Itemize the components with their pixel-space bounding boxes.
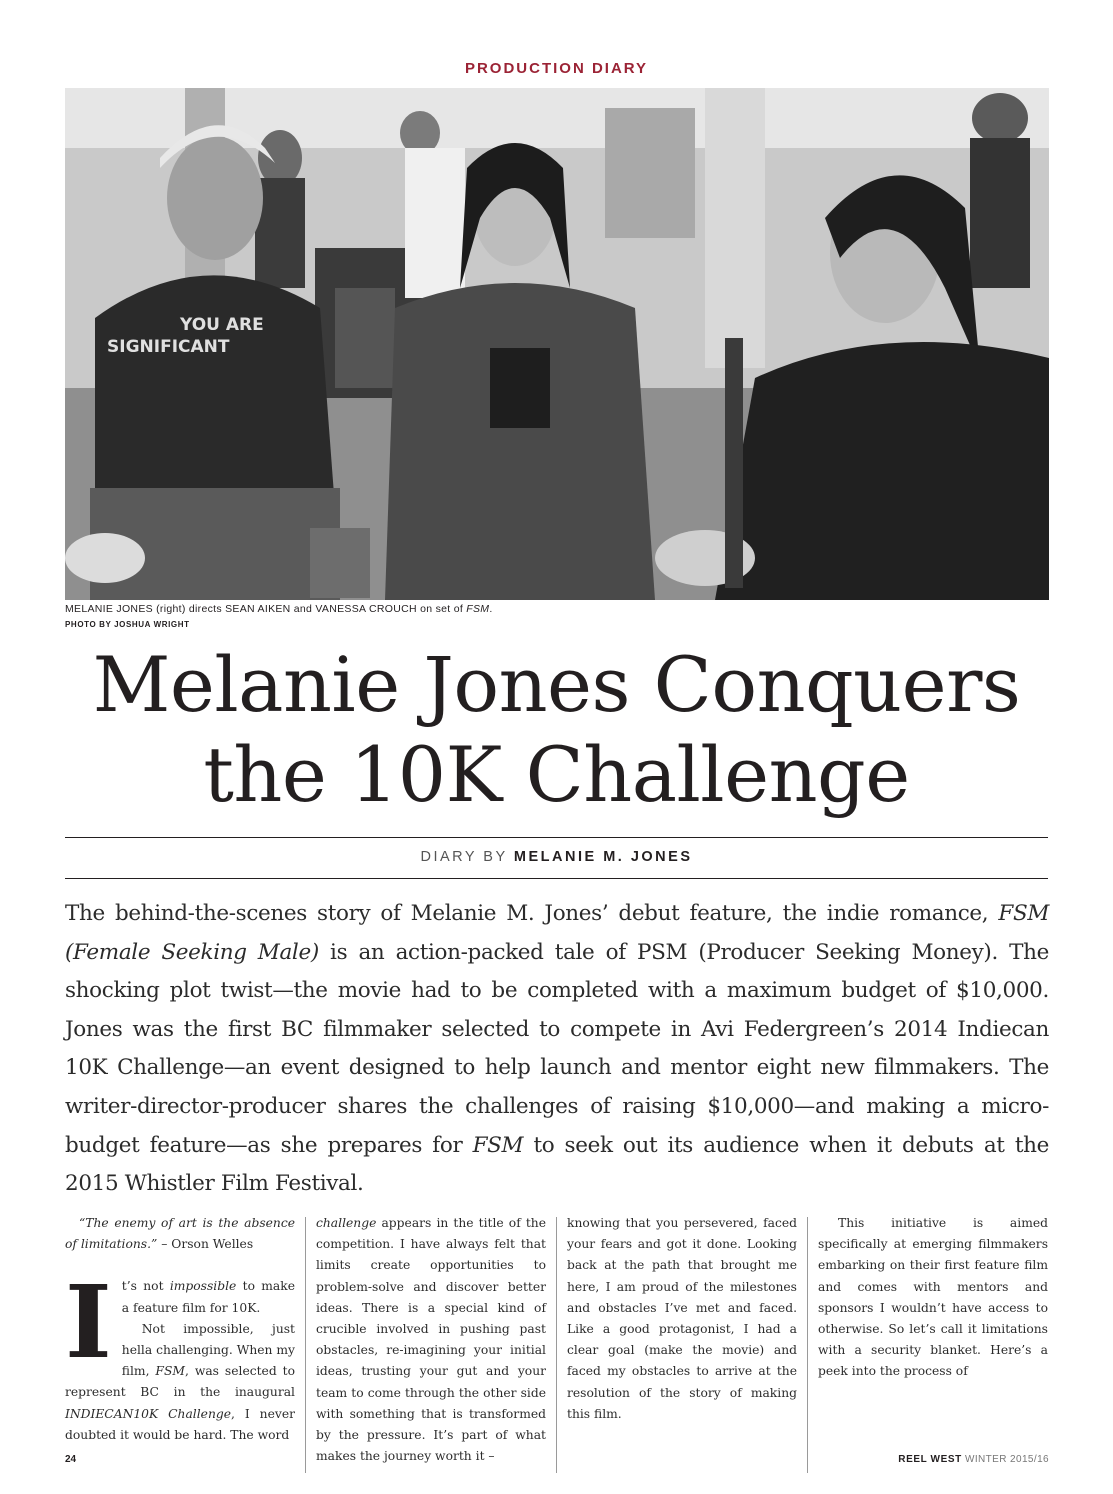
section-label: PRODUCTION DIARY — [464, 60, 649, 77]
shirt-text-line1: YOU ARE — [180, 315, 264, 335]
caption-film-title: FSM — [466, 603, 490, 615]
p2-c: , I never doubted it would be hard. The word — [65, 1406, 295, 1442]
body-paragraph-2-cont — [316, 1213, 546, 1467]
body-paragraph-3: This initiative is aimed specifically at emerging filmmakers embarking on their first feature film and comes with mentors and sponsors I wouldn’t have access to otherwise. So let’s call it limitations with a security blanket. Here’s a peek into the process of — [818, 1216, 1048, 1379]
body-column-3 — [567, 1213, 797, 1425]
headline-line2: the 10K Challenge — [203, 730, 910, 819]
byline-label: DIARY BY — [420, 849, 514, 865]
photo-illustration — [65, 88, 1049, 600]
dek-part1: The behind-the-scenes story of Melanie M. Jones’ debut feature, the indie romance, — [65, 901, 999, 926]
caption-text: MELANIE JONES (right) directs SEAN AIKEN and VANESSA CROUCH on set of — [65, 603, 467, 615]
dek-part3: to seek out its audience when it debuts at the 2015 Whistler Film Festival. — [65, 1132, 1049, 1197]
footer-magazine — [898, 1454, 1049, 1465]
shirt-text-line2: SIGNIFICANT — [107, 337, 230, 357]
photo-credit: PHOTO BY JOSHUA WRIGHT — [65, 620, 190, 629]
column-divider-3 — [807, 1217, 808, 1473]
epigraph — [65, 1213, 295, 1255]
p1-b: to make a feature film for 10K. — [121, 1279, 295, 1315]
p2-italic-1: FSM — [155, 1364, 185, 1379]
issue-date: WINTER 2015/16 — [961, 1454, 1049, 1465]
headline — [40, 640, 1073, 820]
epigraph-quote: “The enemy of art is the absence of limitations.” — [65, 1216, 295, 1252]
p2-b: , was selected to represent BC in the inaugural — [65, 1364, 295, 1400]
body-column-4 — [818, 1213, 1048, 1383]
dek-fsm-italic: FSM — [472, 1132, 524, 1158]
epigraph-attribution: – Orson Welles — [157, 1237, 254, 1252]
dek-part2: is an action-packed tale of PSM (Producer Seeking Money). The shocking plot twist—the movie had to be completed with a maximum budget of $10,000. Jones was the first BC filmmaker selected to compete in Avi Federgreen’s 2014 Indiecan 10K Challenge—an event designed to help launch and mentor eight new filmmakers. The writer-director-producer shares the challenges of raising $10,000—and making a micro-budget feature—as she prepares for — [65, 939, 1049, 1158]
magazine-name: REEL WEST — [898, 1454, 962, 1465]
p1-a: t’s not — [121, 1279, 170, 1294]
body-column-2 — [316, 1213, 546, 1467]
headline-line1: Melanie Jones Conquers — [92, 640, 1021, 729]
dek-title-italic: FSM (Female Seeking Male) — [65, 901, 1049, 965]
p2-d-cont: knowing that you persevered, faced your fears and got it done. Looking back at the path that brought me here, I am proud of the milestones and obstacles I’ve met and faced. Like a good protagonist, I had a clear goal (make the movie) and faced my obstacles to arrive at the resolution of the story of making this film. — [567, 1216, 797, 1421]
photo-caption — [65, 603, 1049, 615]
p2-d: appears in the title of the competition. I have always felt that limits create opportunities to problem-solve and discover better ideas. There is a special kind of crucible involved in pushing past obstacles, re-imagining your initial ideas, trusting your gut and your team to come through the other side with something that is transformed by the pressure. It’s part of what makes the journey worth it – — [316, 1216, 546, 1464]
column-divider-1 — [305, 1217, 306, 1473]
column-divider-2 — [556, 1217, 557, 1473]
dek-paragraph — [65, 895, 1049, 1204]
byline-rule-top — [65, 837, 1048, 838]
byline-author: MELANIE M. JONES — [513, 849, 693, 865]
caption-end: . — [489, 603, 493, 615]
body-paragraph-2-cont-2 — [567, 1213, 797, 1425]
p1-italic: impossible — [169, 1279, 237, 1294]
p2-a: Not impossible, just hella challenging. When my film, — [121, 1321, 295, 1379]
production-photo — [65, 88, 1049, 600]
byline — [0, 849, 1113, 865]
p2-italic-2: INDIECAN10K Challenge — [65, 1406, 232, 1421]
p2-italic-3: challenge — [316, 1216, 377, 1230]
body-column-1 — [65, 1213, 295, 1446]
body-columns — [65, 1213, 1049, 1475]
drop-cap: I — [65, 1263, 112, 1382]
page-number: 24 — [65, 1454, 77, 1465]
byline-rule-bottom — [65, 878, 1048, 879]
